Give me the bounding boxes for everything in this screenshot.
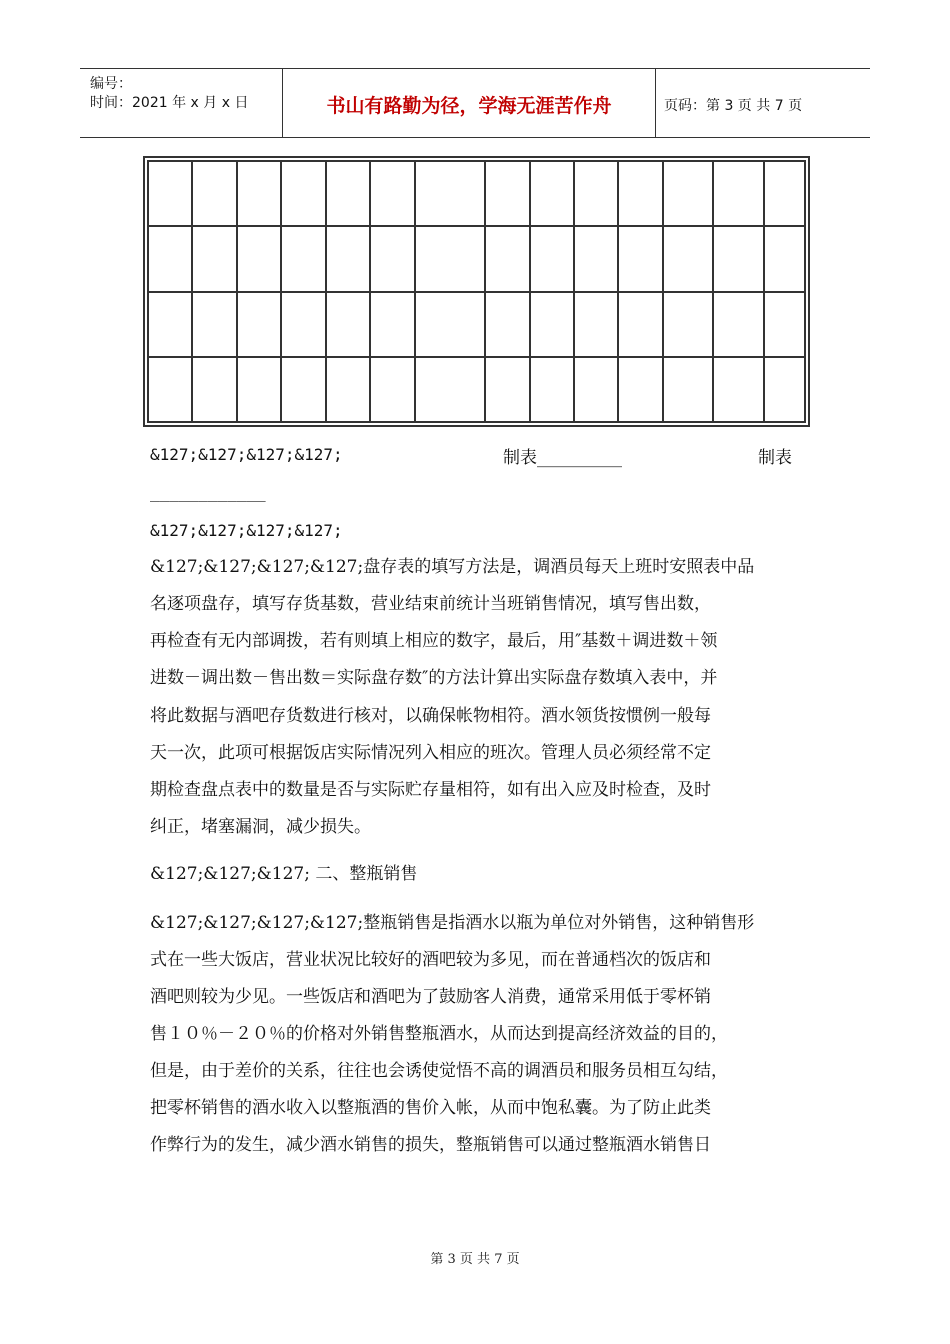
grid-cell — [415, 292, 485, 357]
para2-line: 但是，由于差价的关系，往往也会诱使觉悟不高的调酒员和服务员相互勾结， — [150, 1061, 728, 1081]
grid-cell — [237, 161, 281, 226]
grid-cell — [326, 357, 370, 422]
grid-cell — [485, 226, 529, 291]
grid-cell — [574, 226, 618, 291]
grid-cell — [764, 292, 805, 357]
grid-cell — [326, 226, 370, 291]
grid-cell — [574, 357, 618, 422]
para2-line: 把零杯销售的酒水收入以整瓶酒的售价入帐，从而中饱私囊。为了防止此类 — [150, 1098, 711, 1118]
motto-text: 书山有路勤为径，学海无涯苦作舟 — [326, 95, 612, 117]
grid-cell — [370, 357, 414, 422]
grid-cell — [663, 357, 713, 422]
grid-cell — [485, 357, 529, 422]
para1-line: 名逐项盘存，填写存货基数，营业结束前统计当班销售情况，填写售出数， — [150, 594, 711, 614]
grid-cell — [281, 161, 325, 226]
grid-cell — [281, 226, 325, 291]
grid-cell — [415, 161, 485, 226]
grid-cell — [485, 292, 529, 357]
para1-line: 再检查有无内部调拨，若有则填上相应的数字，最后，用″基数＋调进数＋领 — [150, 631, 718, 651]
page-footer: 第 3 页 共 7 页 — [430, 1252, 520, 1267]
para2-line: 酒吧则较为少见。一些饭店和酒吧为了鼓励客人消费，通常采用低于零杯销 — [150, 987, 711, 1007]
grid-cell — [415, 226, 485, 291]
grid-cell — [663, 292, 713, 357]
grid-cell — [281, 292, 325, 357]
grid-row — [148, 161, 805, 226]
grid-cell — [148, 357, 192, 422]
grid-row — [148, 226, 805, 291]
grid-table — [147, 160, 806, 423]
sig-label-1-text: 制表__________ — [503, 448, 622, 468]
para1-line: 将此数据与酒吧存货数进行核对，以确保帐物相符。酒水领货按惯例一般每 — [150, 706, 711, 726]
grid-cell — [281, 357, 325, 422]
grid-cell — [326, 161, 370, 226]
grid-cell — [370, 226, 414, 291]
header-motto-cell — [282, 69, 656, 137]
grid-cell — [764, 161, 805, 226]
grid-cell — [663, 161, 713, 226]
grid-cell — [618, 161, 662, 226]
grid-cell — [713, 226, 763, 291]
grid-cell — [192, 226, 236, 291]
grid-cell — [618, 357, 662, 422]
para1-line: 天一次，此项可根据饭店实际情况列入相应的班次。管理人员必须经常不定 — [150, 743, 711, 763]
grid-cell — [530, 357, 574, 422]
para2-line: 作弊行为的发生，减少酒水销售的损失，整瓶销售可以通过整瓶酒水销售日 — [150, 1135, 711, 1155]
grid-cell — [192, 292, 236, 357]
grid-cell — [618, 226, 662, 291]
para1-line: 进数－调出数－售出数＝实际盘存数″的方法计算出实际盘存数填入表中，并 — [150, 668, 718, 688]
section-heading: &127;&127;&127; 二、整瓶销售 — [150, 864, 418, 884]
grid-cell — [485, 161, 529, 226]
sig-prefix: &127;&127;&127;&127; — [150, 445, 343, 464]
grid-cell — [574, 161, 618, 226]
grid-cell — [415, 357, 485, 422]
grid-cell — [764, 357, 805, 422]
grid-cell — [370, 161, 414, 226]
para1-line: &127;&127;&127;&127;盘存表的填写方法是，调酒员每天上班时安照表中品 — [150, 557, 755, 577]
grid-cell — [148, 292, 192, 357]
grid-cell — [530, 226, 574, 291]
inventory-grid — [143, 156, 810, 427]
blank-line: &127;&127;&127;&127; — [150, 521, 343, 540]
grid-cell — [148, 161, 192, 226]
grid-cell — [713, 357, 763, 422]
grid-cell — [192, 161, 236, 226]
page-info: 页码：第 3 页 共 7 页 — [664, 98, 803, 114]
grid-cell — [326, 292, 370, 357]
grid-cell — [530, 292, 574, 357]
page-header — [80, 68, 870, 138]
para2-line: 售１０％－２０％的价格对外销售整瓶酒水，从而达到提高经济效益的目的， — [150, 1024, 728, 1044]
grid-cell — [192, 357, 236, 422]
sig-underline: ____________ — [150, 483, 266, 502]
para2-line: 式在一些大饭店，营业状况比较好的酒吧较为多见，而在普通档次的饭店和 — [150, 950, 711, 970]
grid-cell — [574, 292, 618, 357]
grid-cell — [237, 292, 281, 357]
sig-label-1 — [503, 443, 622, 468]
header-page-cell — [654, 69, 870, 137]
para1-line: 纠正，堵塞漏洞，减少损失。 — [150, 817, 371, 837]
grid-cell — [237, 357, 281, 422]
sig-label-2: 制表 — [758, 448, 792, 468]
grid-cell — [370, 292, 414, 357]
date-label: 时间：2021 年 x 月 x 日 — [90, 95, 249, 111]
grid-cell — [237, 226, 281, 291]
grid-row — [148, 292, 805, 357]
grid-cell — [764, 226, 805, 291]
grid-cell — [663, 226, 713, 291]
grid-cell — [713, 292, 763, 357]
grid-cell — [713, 161, 763, 226]
para2-line: &127;&127;&127;&127;整瓶销售是指酒水以瓶为单位对外销售，这种销售形 — [150, 913, 755, 933]
grid-cell — [148, 226, 192, 291]
number-label: 编号： — [90, 76, 132, 92]
header-meta — [80, 69, 282, 137]
grid-row — [148, 357, 805, 422]
para1-line: 期检查盘点表中的数量是否与实际贮存量相符，如有出入应及时检查，及时 — [150, 780, 711, 800]
grid-cell — [618, 292, 662, 357]
grid-cell — [530, 161, 574, 226]
